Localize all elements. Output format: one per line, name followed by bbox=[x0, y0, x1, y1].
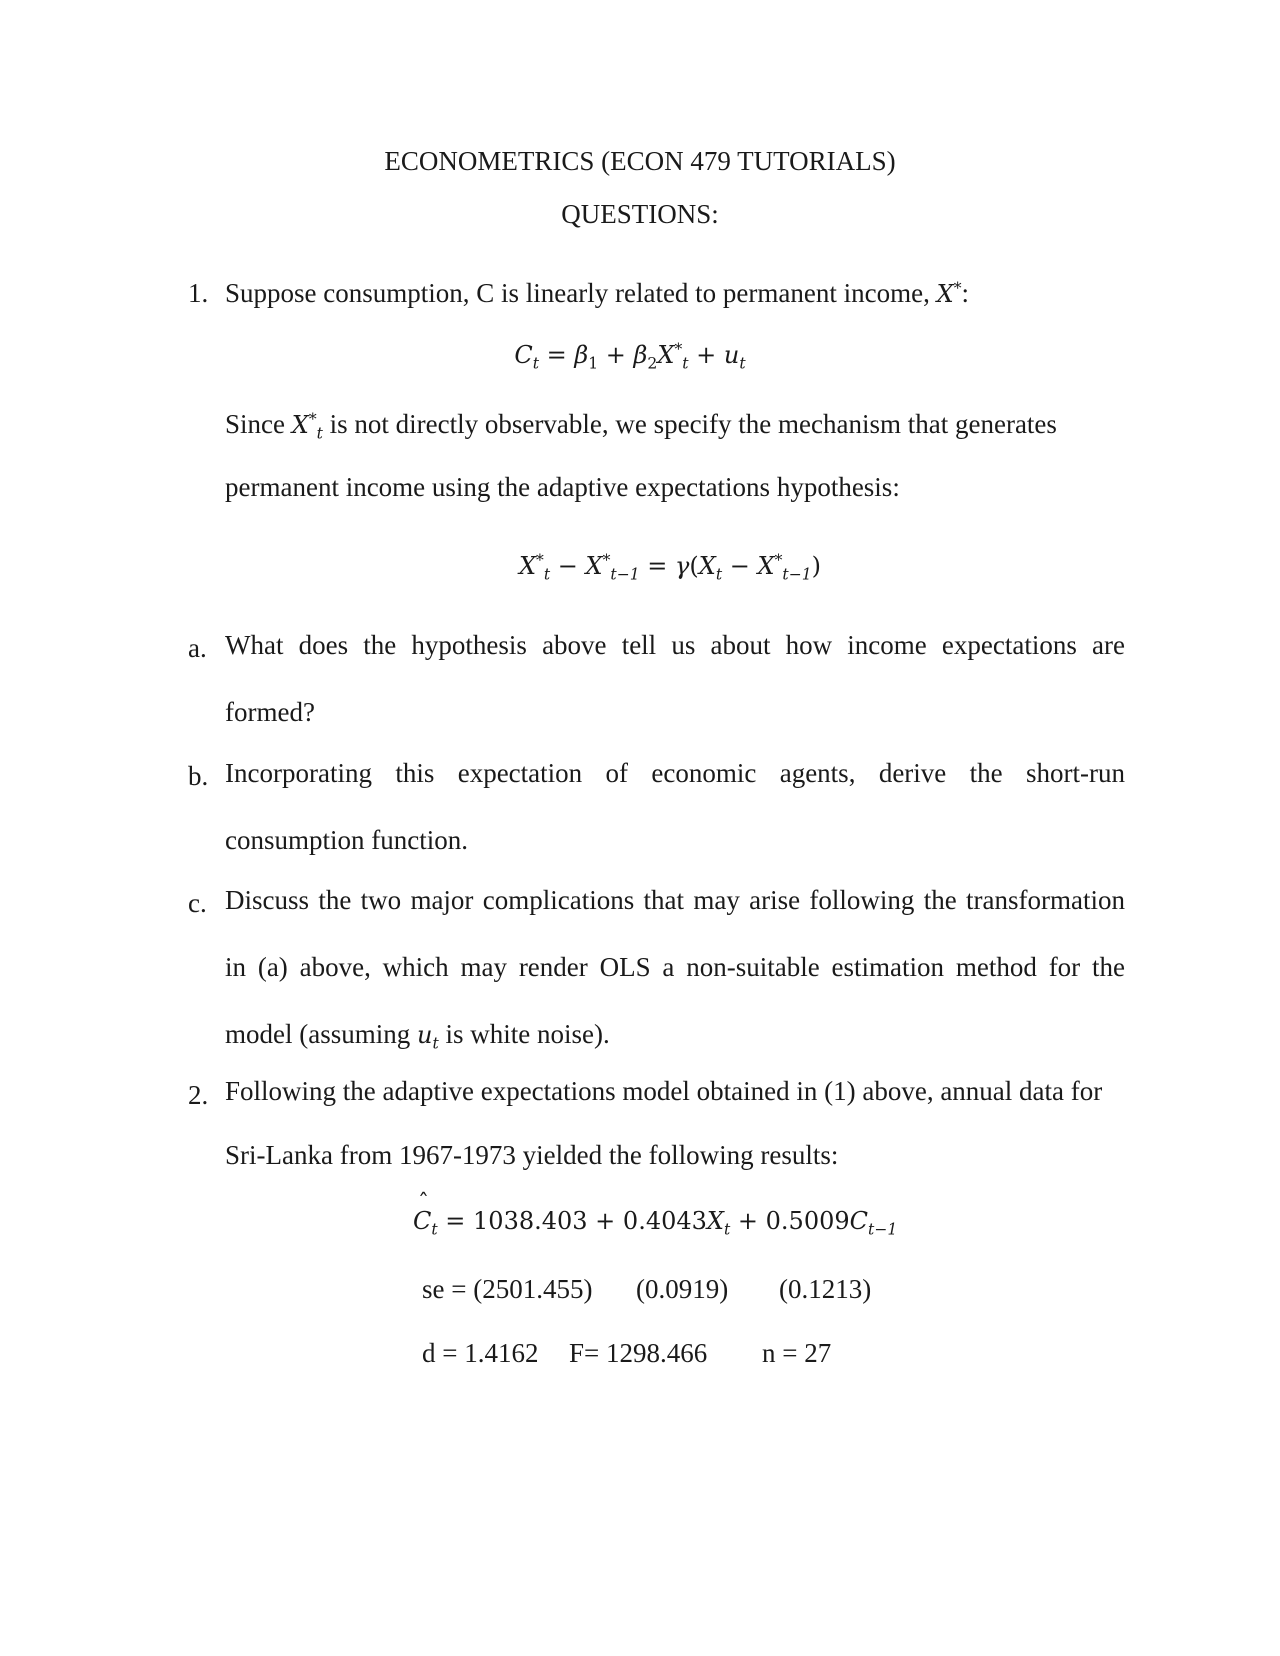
equation-adaptive-expectations: $X^*_t - X^*_{t-1} = \gamma(X_t - X^*_{t-1})$ bbox=[518, 551, 822, 584]
page-title: ECONOMETRICS (ECON 479 TUTORIALS) bbox=[384, 146, 896, 176]
part-a-text: What does the hypothesis above tell us about how income expectations are formed? bbox=[225, 630, 1125, 727]
standard-errors-row bbox=[0, 1274, 1280, 1314]
equation-consumption: $C_t = \beta_1 + \beta_2X^*_t + u_t$ bbox=[514, 340, 746, 373]
question-1-number: 1. bbox=[188, 278, 209, 308]
question-1-text-body: Suppose consumption, C is linearly related to permanent income, bbox=[225, 278, 937, 308]
part-c-marker: c. bbox=[188, 888, 207, 918]
part-b-marker: b. bbox=[188, 761, 209, 791]
se-lagged-consumption: (0.1213) bbox=[779, 1274, 872, 1304]
since-line-2: permanent income using the adaptive expectations hypothesis: bbox=[225, 472, 900, 502]
page-subtitle: QUESTIONS: bbox=[561, 199, 719, 229]
question-2-text: Following the adaptive expectations model obtained in (1) above, annual data for Sri-Lanka from 1967-1973 yielded the following results: bbox=[225, 1076, 1103, 1170]
question-2-number: 2. bbox=[188, 1080, 209, 1110]
part-b-text: Incorporating this expectation of economic agents, derive the short-run consumption function. bbox=[225, 758, 1125, 855]
since-line-1: Since $X^*_t$ is not directly observable, we specify the mechanism that generates bbox=[225, 409, 1057, 443]
f-statistic: F= 1298.466 bbox=[569, 1338, 708, 1368]
estimated-equation: ˆ $C_t = 1038.403 + 0.4043X_t + 0.5009C_{t-1}$ bbox=[413, 1207, 897, 1235]
statistics-row bbox=[0, 1338, 1280, 1378]
durbin-watson-stat: d = 1.4162 bbox=[422, 1338, 539, 1368]
sample-size: n = 27 bbox=[762, 1338, 832, 1368]
permanent-income-symbol: X* bbox=[936, 279, 962, 308]
question-1-text: Suppose consumption, C is linearly related to permanent income, X*: bbox=[225, 278, 970, 308]
se-constant: se = (2501.455) bbox=[422, 1274, 593, 1304]
se-income: (0.0919) bbox=[636, 1274, 729, 1304]
part-a-marker: a. bbox=[188, 633, 207, 663]
part-c-text: Discuss the two major complications that may arise following the transformation in (a) above, which may render OLS a non-suitable estimation method for the model (assuming $u_t$ is white noise). bbox=[225, 885, 1125, 1053]
